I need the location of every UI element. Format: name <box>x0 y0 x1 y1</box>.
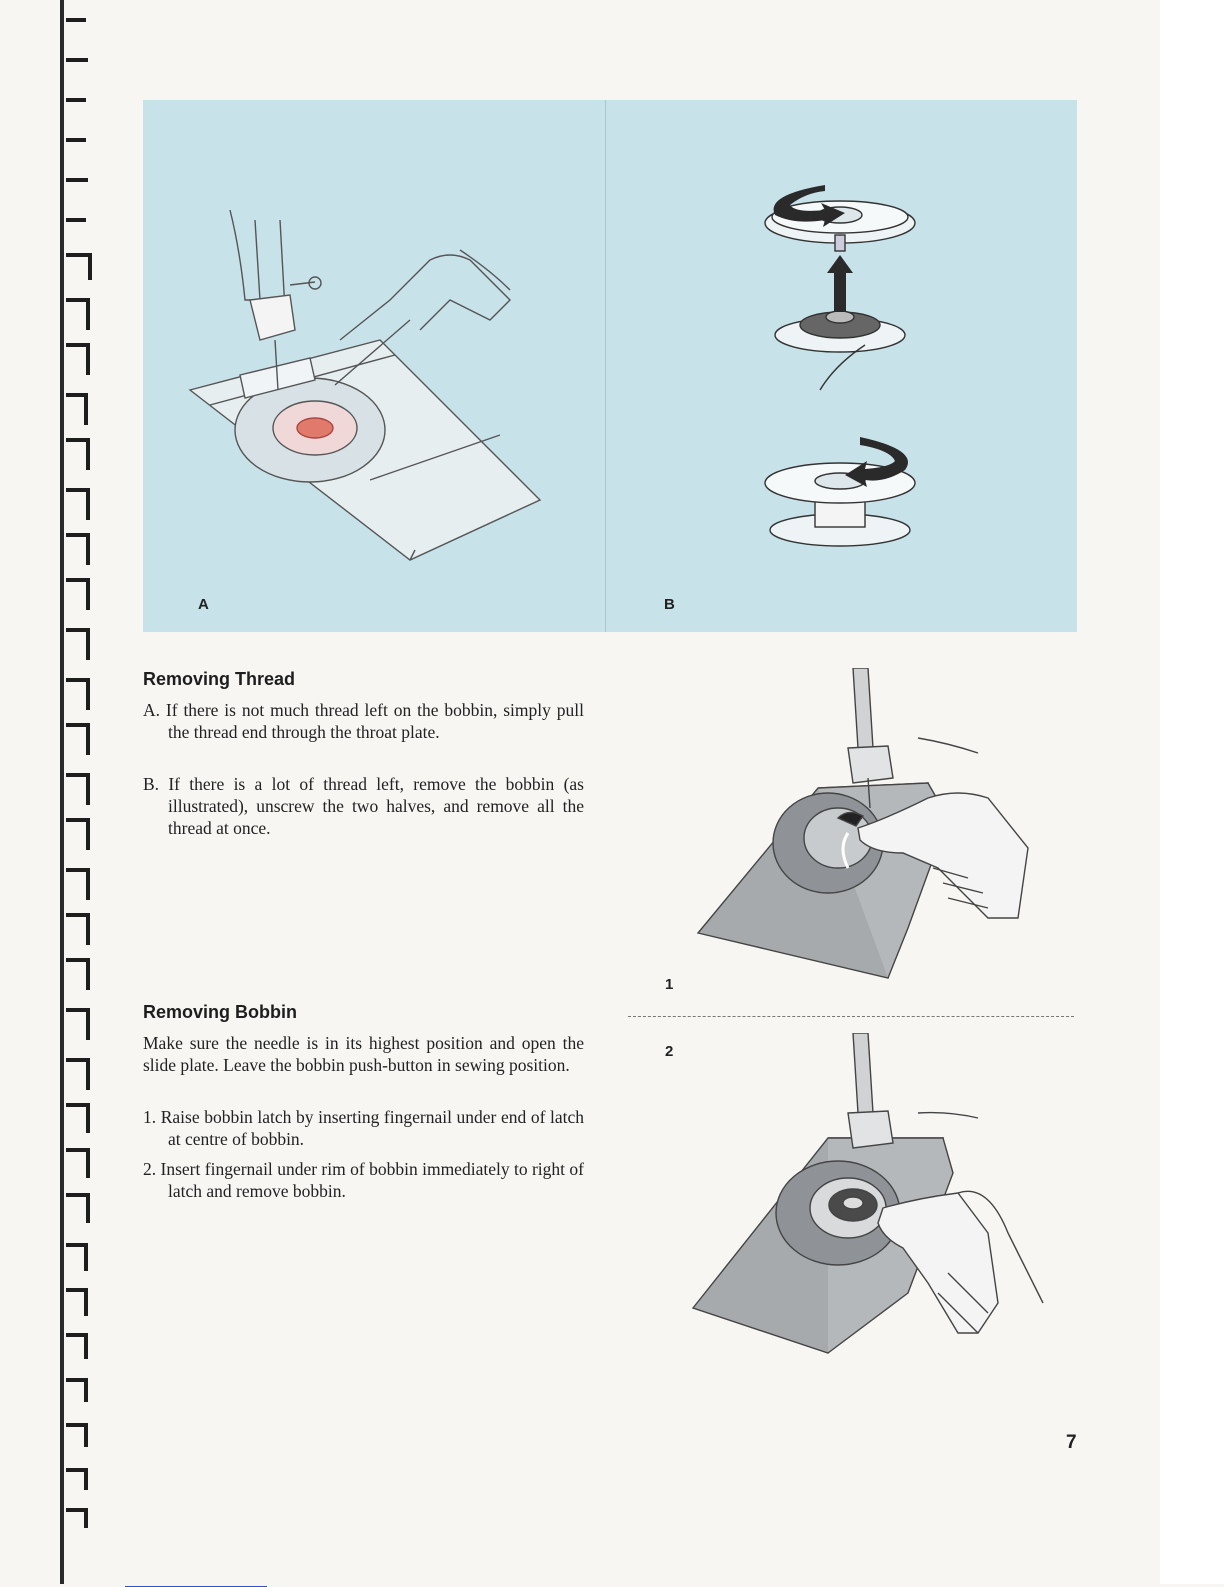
item-marker: 1. <box>143 1107 157 1127</box>
removing-thread-item-b <box>143 773 584 839</box>
figure-label-a: A <box>198 596 209 613</box>
page-edge <box>1160 0 1224 1584</box>
illustration-bobbin-halves <box>755 165 925 555</box>
item-text: Insert fingernail under rim of bobbin immediately to right of latch and remove bobbin. <box>160 1159 584 1201</box>
illustration-step1-raise-latch <box>688 668 1038 988</box>
figure-label-1: 1 <box>665 976 674 993</box>
removing-bobbin-item-1 <box>143 1106 584 1150</box>
removing-bobbin-heading: Removing Bobbin <box>143 1002 297 1022</box>
removing-thread-heading: Removing Thread <box>143 669 296 689</box>
spiral-binding <box>0 0 110 1584</box>
item-marker: B. <box>143 774 160 794</box>
panel-divider <box>605 100 606 632</box>
item-text: Raise bobbin latch by inserting fingernail under end of latch at centre of bobbin. <box>160 1107 585 1149</box>
removing-bobbin-item-2 <box>143 1158 584 1202</box>
item-text: If there is not much thread left on the bobbin, simply pull the thread end through the throat plate. <box>165 700 584 742</box>
item-marker: 2. <box>143 1159 157 1179</box>
illustration-pull-thread <box>170 190 560 570</box>
figure-label-b: B <box>664 596 675 613</box>
item-marker: A. <box>143 700 161 720</box>
figure-label-2: 2 <box>665 1043 674 1060</box>
illustration-step2-remove-bobbin <box>688 1033 1053 1383</box>
page-number: 7 <box>1066 1432 1077 1453</box>
item-text: If there is a lot of thread left, remove the bobbin (as illustrated), unscrew the two halves, and remove all the thread at once. <box>168 774 584 838</box>
removing-thread-item-a <box>143 699 584 743</box>
removing-bobbin-intro: Make sure the needle is in its highest position and open the slide plate. Leave the bobbin push-button in sewing position. <box>143 1033 584 1075</box>
step-divider <box>628 1016 1074 1017</box>
